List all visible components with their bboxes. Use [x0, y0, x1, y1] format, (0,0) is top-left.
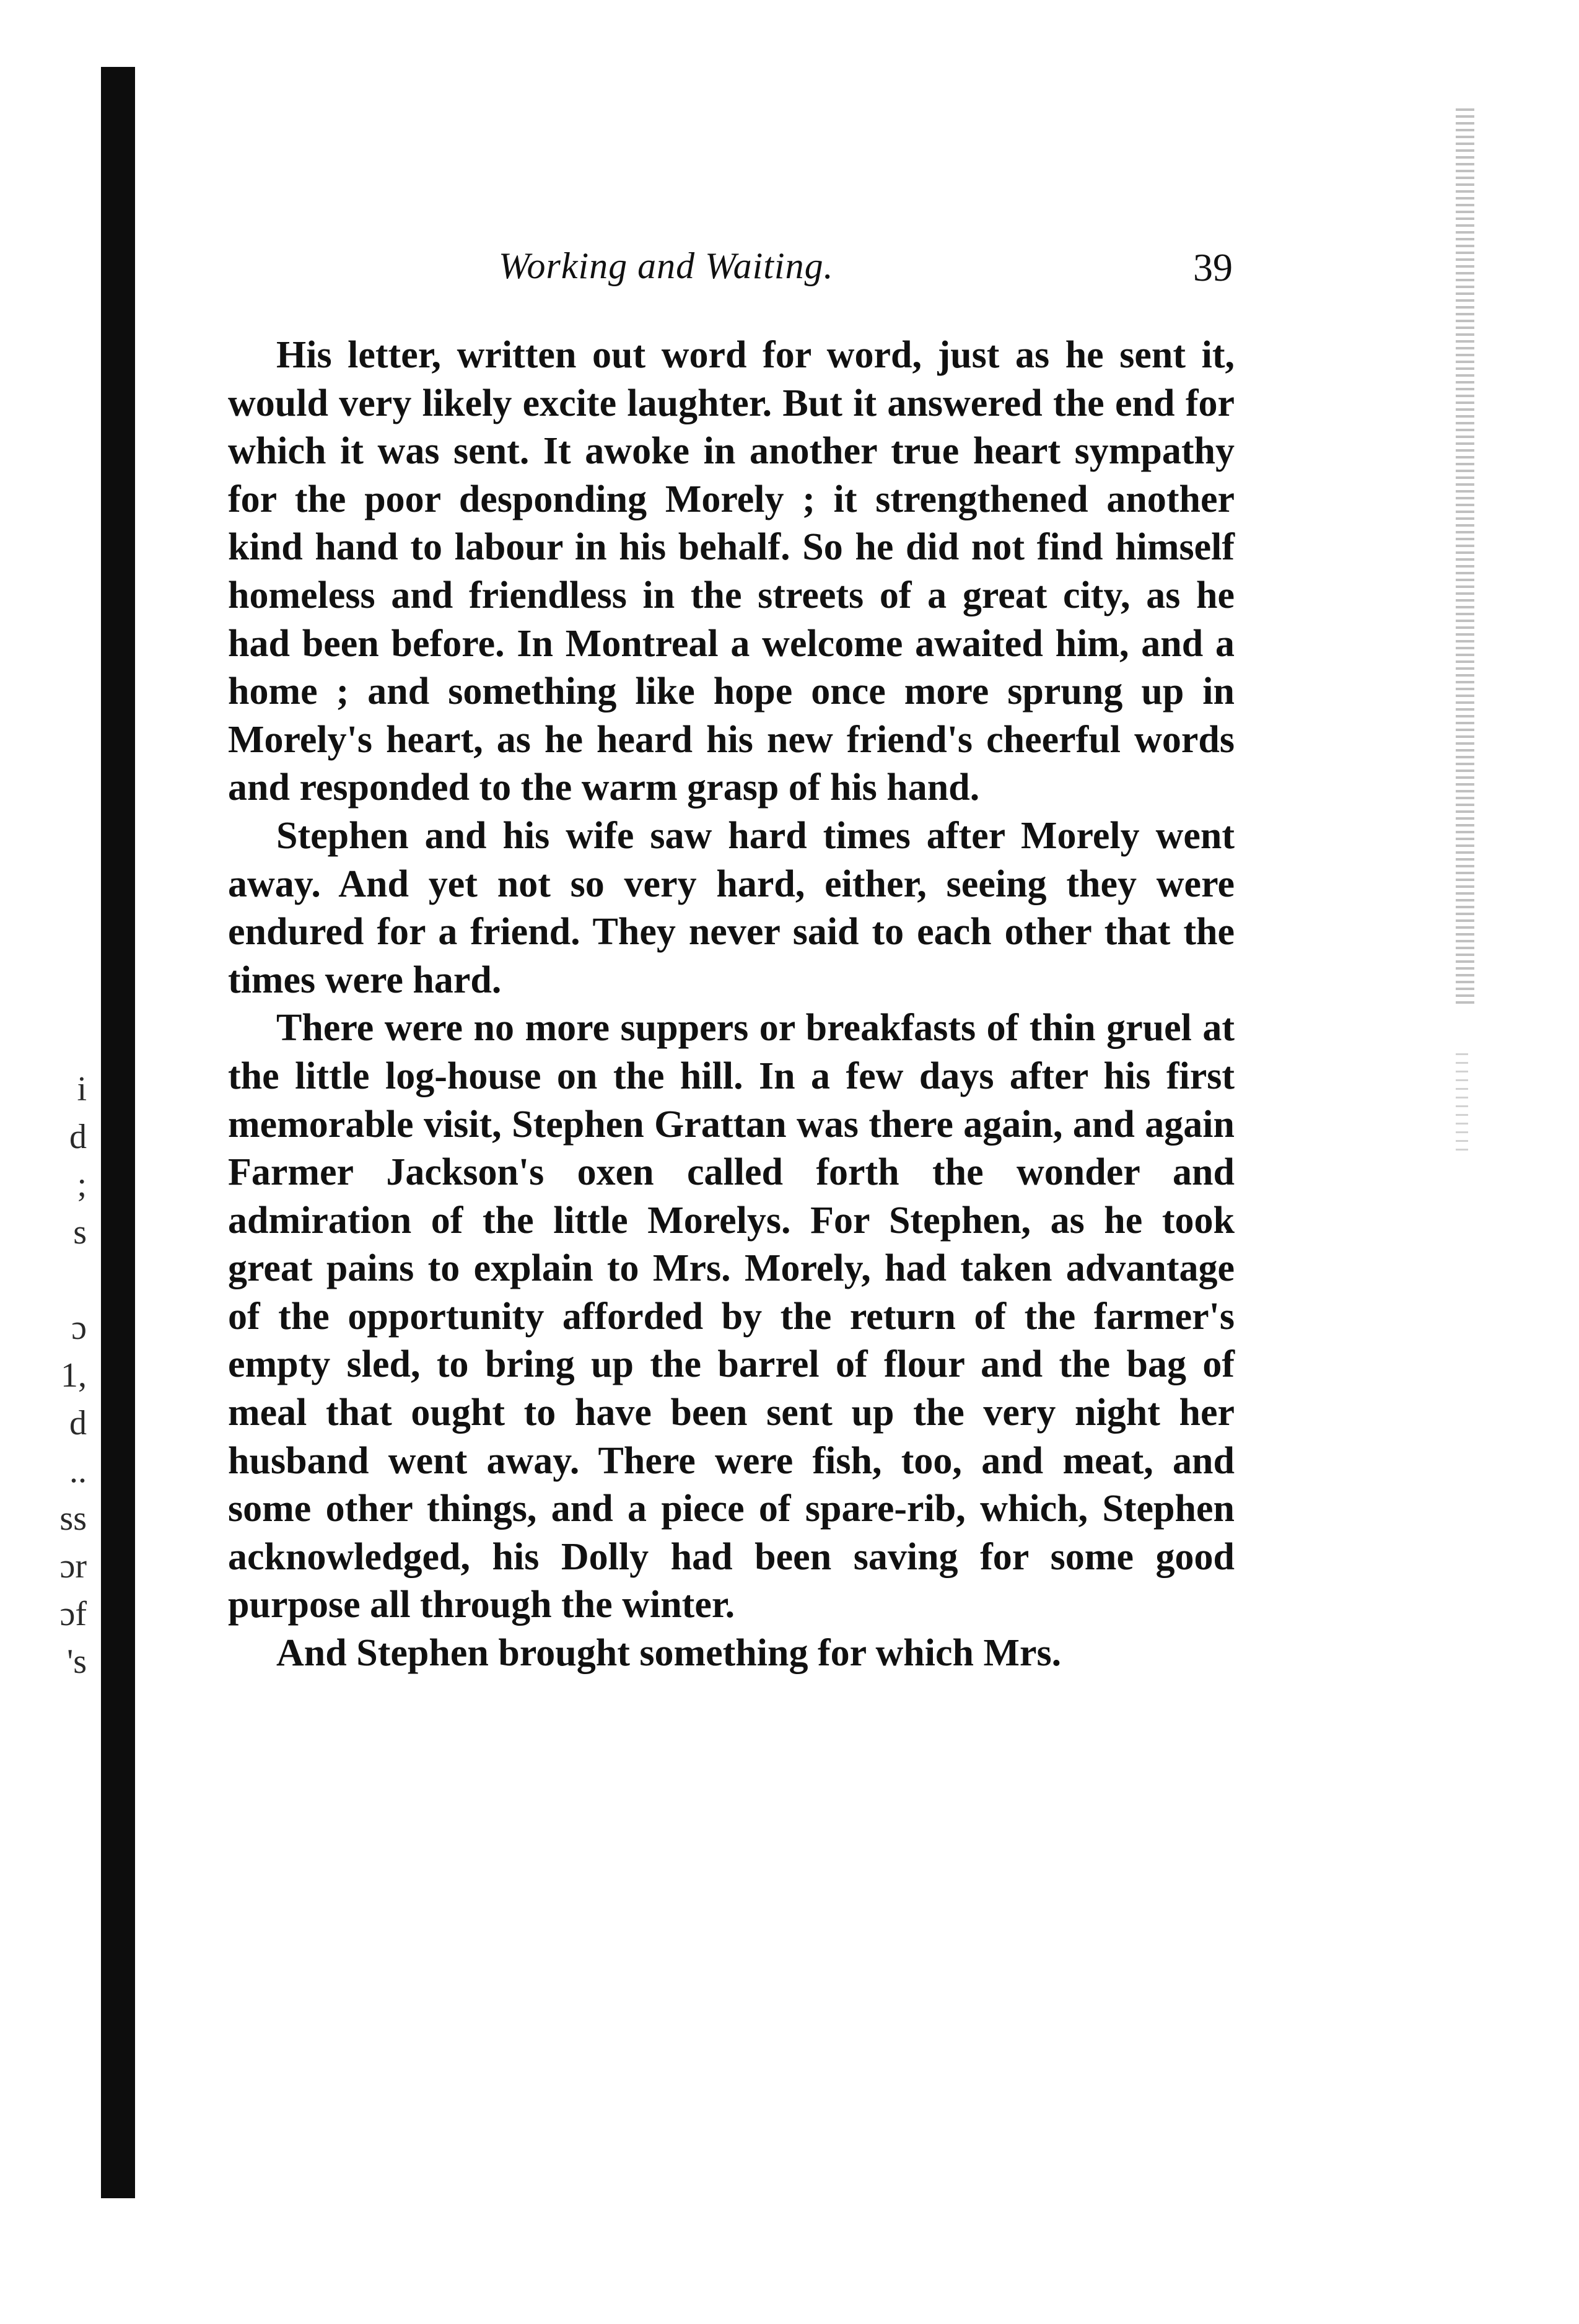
body-text: [228, 331, 1235, 1678]
bleed-char: s: [73, 1213, 87, 1252]
bleed-char: d: [69, 1404, 87, 1442]
scan-edge-noise-lower: [1456, 1053, 1468, 1152]
bleed-gap: [25, 1256, 87, 1304]
bleed-char: 's: [67, 1642, 87, 1681]
paragraph: His letter, written out word for word, just as he sent it, would very likely excite laughter. But it answered the end for which it was sent. It awoke in another true heart sympathy for the poor desponding Morely ; it strengthened another kind hand to labour in his behalf. So he did not find himself homeless and friendless in the streets of a great city, as he had been before. In Montreal a welcome awaited him, and a home ; and something like hope once more sprung up in Morely's heart, as he heard his new friend's cheerful words and responded to the warm grasp of his hand.: [228, 334, 1235, 809]
facing-page-bleed: [25, 1066, 87, 1686]
bleed-char: ɔr: [59, 1547, 87, 1585]
scan-edge-noise: [1456, 108, 1474, 1007]
bleed-char: ɔ: [71, 1309, 87, 1347]
paragraph: And Stephen brought something for which Mrs.: [276, 1632, 1062, 1675]
bleed-char: 1,: [61, 1356, 87, 1395]
binding-edge: [101, 67, 135, 2198]
page-number: 39: [1193, 245, 1233, 289]
bleed-char: ss: [59, 1499, 87, 1538]
bleed-char: i: [77, 1070, 87, 1108]
paragraph: Stephen and his wife saw hard times after Morely went away. And yet not so very hard, either, seeing they were endured for a friend. They never said to each other that the times were hard.: [228, 814, 1235, 1001]
bleed-char: ɔf: [59, 1595, 87, 1633]
running-head: Working and Waiting.: [499, 245, 834, 286]
bleed-char: d: [69, 1118, 87, 1156]
page-header: [229, 245, 1233, 300]
bleed-char: ;: [77, 1165, 87, 1204]
bleed-char: ..: [69, 1452, 87, 1490]
paragraph: There were no more suppers or breakfasts of thin gruel at the little log-house on the hill. In a few days after his first memorable visit, Stephen Grattan was there again, and again Farmer Jackson's oxen called forth the wonder and admiration of the little Morelys. For Stephen, as he took great pains to explain to Mrs. Morely, had taken advantage of the opportunity afforded by the return of the farmer's empty sled, to bring up the barrel of flour and the bag of meal that ought to have been sent up the very night her husband went away. There were fish, too, and meat, and some other things, and a piece of spare-rib, which, Stephen acknowledged, his Dolly had been saving for some good purpose all through the winter.: [228, 1007, 1235, 1626]
